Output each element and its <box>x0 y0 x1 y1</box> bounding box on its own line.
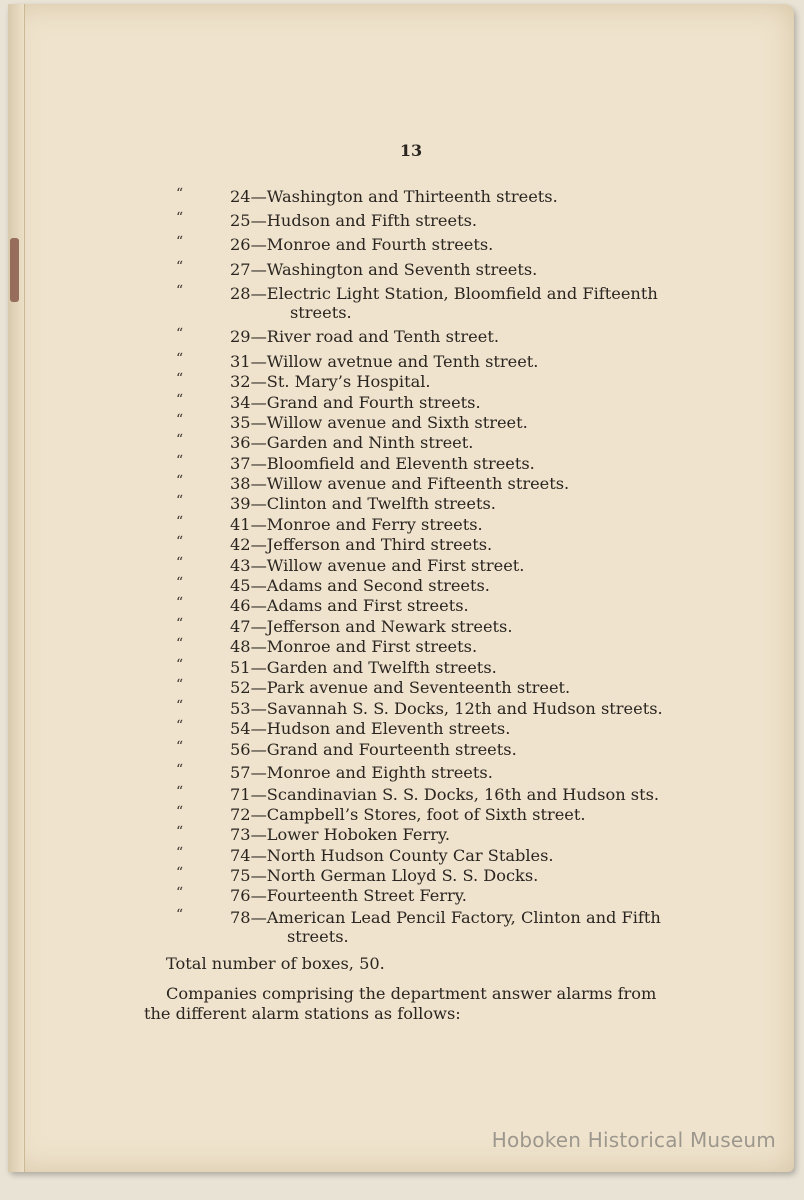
alarm-box-text: 71—Scandinavian S. S. Docks, 16th and Hudson sts. <box>230 785 660 804</box>
ditto-mark: “ <box>176 657 184 673</box>
alarm-box-text: 32—St. Mary’s Hospital. <box>230 372 431 391</box>
ditto-mark: “ <box>176 575 184 591</box>
museum-watermark: Hoboken Historical Museum <box>491 1128 776 1152</box>
alarm-box-text: 41—Monroe and Ferry streets. <box>230 515 483 534</box>
alarm-box-text: 57—Monroe and Eighth streets. <box>230 763 493 782</box>
ditto-mark: “ <box>176 453 184 469</box>
ditto-mark: “ <box>176 493 184 509</box>
alarm-box-text: 42—Jefferson and Third streets. <box>230 535 493 554</box>
alarm-box-text: 29—River road and Tenth street. <box>230 327 499 346</box>
ditto-mark: “ <box>176 845 184 861</box>
alarm-box-text: 35—Willow avenue and Sixth street. <box>230 413 528 432</box>
alarm-box-text: 37—Bloomfield and Eleventh streets. <box>230 454 535 473</box>
alarm-box-text: 74—North Hudson County Car Stables. <box>230 846 554 865</box>
alarm-box-text: 73—Lower Hoboken Ferry. <box>230 825 451 844</box>
ditto-mark: “ <box>176 698 184 714</box>
ditto-mark: “ <box>176 259 184 275</box>
ditto-mark: “ <box>176 616 184 632</box>
ditto-mark: “ <box>176 885 184 901</box>
alarm-box-text: 39—Clinton and Twelfth streets. <box>230 494 496 513</box>
ditto-mark: “ <box>176 392 184 408</box>
alarm-box-text: 76—Fourteenth Street Ferry. <box>230 886 467 905</box>
alarm-box-text: 48—Monroe and First streets. <box>230 637 478 656</box>
alarm-box-text: 78—American Lead Pencil Factory, Clinton and Fifth <box>230 908 661 927</box>
ditto-mark: “ <box>176 555 184 571</box>
alarm-box-text: 46—Adams and First streets. <box>230 596 469 615</box>
ditto-mark: “ <box>176 351 184 367</box>
ditto-mark: “ <box>176 784 184 800</box>
total-boxes-line: Total number of boxes, 50. <box>166 954 385 973</box>
alarm-box-text: 54—Hudson and Eleventh streets. <box>230 719 511 738</box>
alarm-box-text: 72—Campbell’s Stores, foot of Sixth street. <box>230 805 586 824</box>
ditto-mark: “ <box>176 636 184 652</box>
alarm-box-text: 25—Hudson and Fifth streets. <box>230 211 478 230</box>
ditto-mark: “ <box>176 804 184 820</box>
ditto-mark: “ <box>176 371 184 387</box>
closing-paragraph-line-2: the different alarm stations as follows: <box>144 1004 461 1023</box>
ditto-mark: “ <box>176 534 184 550</box>
alarm-box-text: 47—Jefferson and Newark streets. <box>230 617 513 636</box>
ditto-mark: “ <box>176 677 184 693</box>
alarm-box-text: 45—Adams and Second streets. <box>230 576 490 595</box>
ditto-mark: “ <box>176 326 184 342</box>
alarm-box-text: 31—Willow avetnue and Tenth street. <box>230 352 539 371</box>
ditto-mark: “ <box>176 824 184 840</box>
ditto-mark: “ <box>176 718 184 734</box>
alarm-box-continuation: streets. <box>287 927 349 946</box>
alarm-box-text: 75—North German Lloyd S. S. Docks. <box>230 866 539 885</box>
ditto-mark: “ <box>176 762 184 778</box>
ditto-mark: “ <box>176 473 184 489</box>
ditto-mark: “ <box>176 283 184 299</box>
alarm-box-text: 34—Grand and Fourth streets. <box>230 393 481 412</box>
ditto-mark: “ <box>176 234 184 250</box>
ditto-mark: “ <box>176 739 184 755</box>
alarm-box-text: 43—Willow avenue and First street. <box>230 556 525 575</box>
alarm-box-text: 52—Park avenue and Seventeenth street. <box>230 678 571 697</box>
page-number: 13 <box>399 141 423 160</box>
alarm-box-text: 26—Monroe and Fourth streets. <box>230 235 494 254</box>
ditto-mark: “ <box>176 907 184 923</box>
alarm-box-text: 51—Garden and Twelfth streets. <box>230 658 497 677</box>
ditto-mark: “ <box>176 432 184 448</box>
closing-paragraph-line-1: Companies comprising the department answer alarms from <box>166 984 657 1003</box>
ditto-mark: “ <box>176 210 184 226</box>
ditto-mark: “ <box>176 514 184 530</box>
alarm-box-text: 28—Electric Light Station, Bloomfield and Fifteenth <box>230 284 658 303</box>
alarm-box-continuation: streets. <box>290 303 352 322</box>
alarm-box-text: 24—Washington and Thirteenth streets. <box>230 187 558 206</box>
alarm-box-text: 27—Washington and Seventh streets. <box>230 260 538 279</box>
alarm-box-text: 53—Savannah S. S. Docks, 12th and Hudson streets. <box>230 699 663 718</box>
alarm-box-text: 36—Garden and Ninth street. <box>230 433 474 452</box>
alarm-box-text: 38—Willow avenue and Fifteenth streets. <box>230 474 570 493</box>
ditto-mark: “ <box>176 412 184 428</box>
alarm-box-text: 56—Grand and Fourteenth streets. <box>230 740 517 759</box>
ditto-mark: “ <box>176 865 184 881</box>
ditto-mark: “ <box>176 595 184 611</box>
ditto-mark: “ <box>176 186 184 202</box>
